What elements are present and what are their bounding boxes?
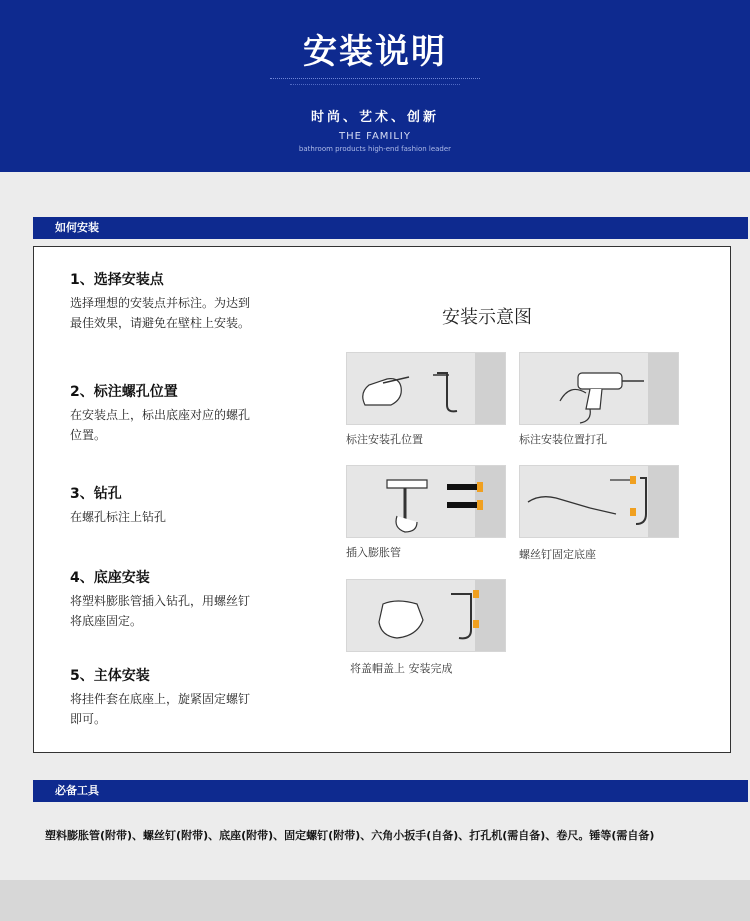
diagram-caption: 标注安装孔位置 [346,433,423,446]
instructions-panel [33,246,731,753]
diagram-tile-drill [519,352,679,425]
hammer-icon [347,466,506,538]
section-bar-how-to: 如何安装 [33,217,748,239]
hand-pencil-icon [347,353,506,425]
step-title: 4、底座安装 [70,570,150,586]
step-3 [70,483,270,527]
step-description: 在安装点上，标出底座对应的螺孔位置。 [70,408,251,442]
diagram-tile-anchors [346,465,506,538]
step-description: 在螺孔标注上钻孔 [70,510,167,524]
step-description: 将塑料膨胀管插入钻孔，用螺丝钉将底座固定。 [70,594,251,628]
hand-cap-icon [347,580,506,652]
header-banner [0,0,750,172]
step-description: 选择理想的安装点并标注。为达到最佳效果，请避免在壁柱上安装。 [70,296,251,330]
step-4 [70,567,270,631]
diagram-caption: 将盖帽盖上 安装完成 [350,662,453,675]
decorative-divider [290,84,460,85]
decorative-divider [270,78,480,79]
step-title: 5、主体安装 [70,668,150,684]
brand-family: THE FAMILIY [338,131,411,142]
drill-icon [520,353,679,425]
step-title: 2、标注螺孔位置 [70,384,178,400]
header-slogan: 时尚、艺术、创新 [310,110,439,125]
diagram-caption: 插入膨胀管 [346,546,401,559]
diagram-tile-mark [346,352,506,425]
tools-list: 塑料膨胀管(附带)、螺丝钉(附带)、底座(附带)、固定螺钉(附带)、六角小扳手(自备)、打孔机(需自备)、卷尺。锤等(需自备) [45,829,655,842]
step-description: 将挂件套在底座上，旋紧固定螺钉即可。 [70,692,251,726]
section-bar-tools: 必备工具 [33,780,748,802]
step-1 [70,269,270,333]
page-title: 安装说明 [303,32,447,72]
step-2 [70,381,270,445]
diagram-title: 安装示意图 [442,307,532,328]
screwdriver-icon [520,466,679,538]
bottom-shade [0,880,750,921]
diagram-tile-cap [346,579,506,652]
diagram-caption: 螺丝钉固定底座 [519,548,596,561]
brand-tagline: bathroom products high-end fashion leader [298,145,452,153]
diagram-caption: 标注安装位置打孔 [519,433,607,446]
diagram-tile-screw [519,465,679,538]
step-title: 1、选择安装点 [70,272,164,288]
step-title: 3、钻孔 [70,486,122,502]
step-5 [70,665,270,729]
